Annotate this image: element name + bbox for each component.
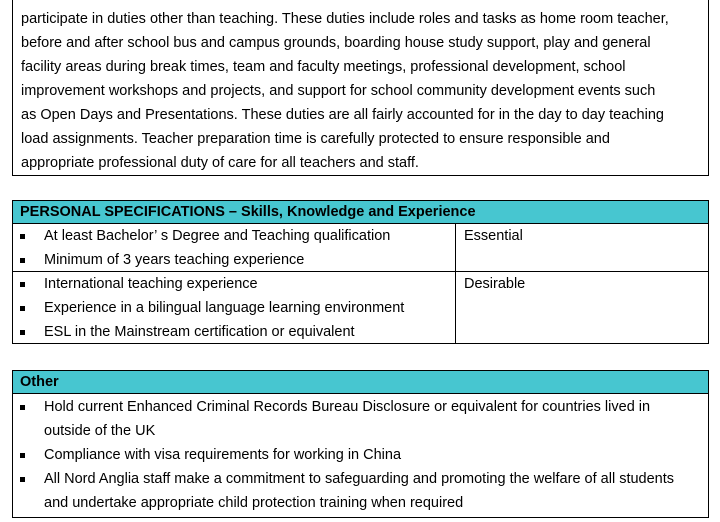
spec-row-desirable [13, 272, 708, 344]
intro-section [12, 0, 709, 176]
list-item [13, 320, 404, 344]
bullet-icon [20, 330, 25, 335]
rating-desirable: Desirable [464, 276, 526, 292]
list-item-text: ESL in the Mainstream certification or equivalent [44, 324, 355, 340]
bullet-icon [20, 258, 25, 263]
list-item [13, 224, 390, 248]
list-item [13, 395, 703, 443]
list-item-text: Compliance with visa requirements for working in China [44, 447, 402, 463]
intro-line: appropriate professional duty of care for all teachers and staff. [21, 155, 419, 171]
other-header: Other [13, 371, 708, 394]
spec-row-essential [13, 224, 708, 272]
list-item [13, 467, 703, 515]
list-item [13, 272, 404, 296]
intro-line: participate in duties other than teaching. These duties include roles and tasks as home room teacher, [21, 11, 669, 27]
desirable-list [13, 272, 404, 344]
intro-line: facility areas during break times, team and faculty meetings, professional development, school [21, 59, 626, 75]
bullet-icon [20, 234, 25, 239]
personal-specifications-table [12, 200, 709, 344]
list-item-text: At least Bachelor’ s Degree and Teaching qualification [44, 228, 391, 244]
intro-line: before and after school bus and campus grounds, boarding house study support, play and general [21, 35, 651, 51]
list-item-text: Experience in a bilingual language learning environment [44, 300, 405, 316]
list-item-text: Hold current Enhanced Criminal Records Bureau Disclosure or equivalent for countries lived in outside of the UK [44, 399, 651, 439]
list-item-text: International teaching experience [44, 276, 258, 292]
bullet-icon [20, 477, 25, 482]
intro-line: load assignments. Teacher preparation time is carefully protected to ensure responsible and [21, 131, 610, 147]
bullet-icon [20, 306, 25, 311]
personal-specifications-header: PERSONAL SPECIFICATIONS – Skills, Knowledge and Experience [13, 201, 708, 224]
essential-list [13, 224, 390, 272]
intro-line: improvement workshops and projects, and support for school community development events such [21, 83, 656, 99]
list-item-text: Minimum of 3 years teaching experience [44, 252, 305, 268]
rating-essential: Essential [464, 228, 523, 244]
other-table [12, 370, 709, 518]
list-item [13, 296, 404, 320]
bullet-icon [20, 453, 25, 458]
list-item [13, 248, 390, 272]
other-list [13, 395, 703, 515]
bullet-icon [20, 405, 25, 410]
intro-paragraph [21, 7, 700, 175]
bullet-icon [20, 282, 25, 287]
list-item [13, 443, 703, 467]
list-item-text: All Nord Anglia staff make a commitment to safeguarding and promoting the welfare of all students and undertake appropriate child protection training when required [44, 471, 675, 511]
intro-line: as Open Days and Presentations. These duties are all fairly accounted for in the day to day teaching [21, 107, 664, 123]
